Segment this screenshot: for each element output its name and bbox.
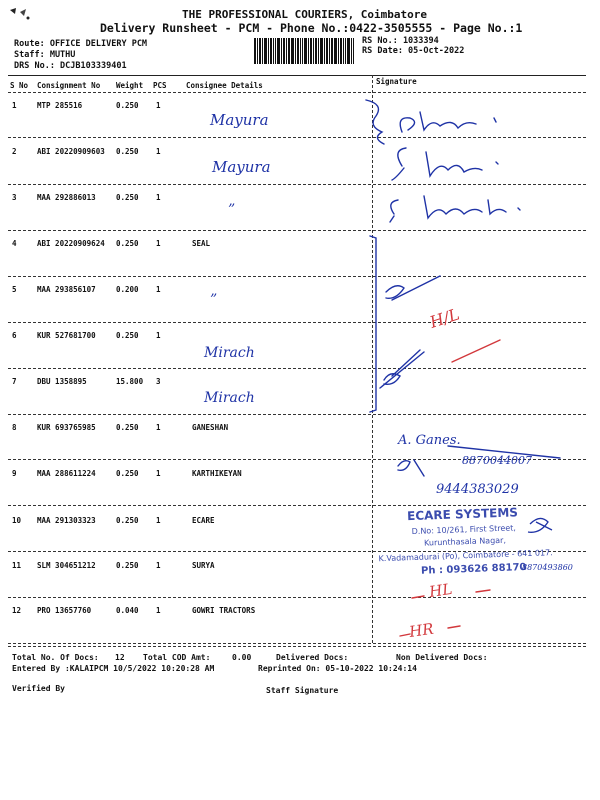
col-header-sno: S No bbox=[10, 81, 29, 90]
signature-bracket bbox=[370, 236, 376, 412]
row-consignment: MAA 288611224 bbox=[37, 469, 96, 478]
row-consignment: MAA 293856107 bbox=[37, 285, 96, 294]
row-pcs: 1 bbox=[156, 239, 161, 248]
stamp-phone: Ph : 093626 88170 bbox=[420, 562, 527, 577]
row-consignment: MAA 291303323 bbox=[37, 516, 96, 525]
row-sno: 6 bbox=[12, 331, 17, 340]
hw-hr-mark: HR bbox=[408, 619, 435, 641]
signature-row2 bbox=[392, 148, 498, 180]
stamp-address-line2: Kurunthasala Nagar, bbox=[423, 535, 507, 548]
row-sno: 8 bbox=[12, 423, 17, 432]
row-weight: 0.250 bbox=[116, 516, 139, 525]
row-consignment: MTP 285516 bbox=[37, 101, 83, 110]
hw-consignee-row1: Mayura bbox=[210, 111, 269, 129]
row-pcs: 1 bbox=[156, 331, 161, 340]
route-label: Route: OFFICE DELIVERY PCM bbox=[14, 39, 148, 49]
row-weight: 0.250 bbox=[116, 561, 139, 570]
total-cod-value: 0.00 bbox=[232, 653, 252, 662]
row-consignment: KUR 693765985 bbox=[37, 423, 96, 432]
row-consignee: SURYA bbox=[192, 561, 215, 570]
signature-row3 bbox=[390, 196, 520, 222]
row-weight: 15.800 bbox=[116, 377, 144, 386]
row-pcs: 1 bbox=[156, 606, 161, 615]
row-weight: 0.250 bbox=[116, 101, 139, 110]
row-consignee: ECARE bbox=[192, 516, 215, 525]
row-sno: 5 bbox=[12, 285, 17, 294]
hw-phone-2: 9444383029 bbox=[436, 482, 519, 497]
row-pcs: 1 bbox=[156, 561, 161, 570]
delivered-docs-label: Delivered Docs: bbox=[276, 653, 349, 662]
row-consignment: SLM 304651212 bbox=[37, 561, 96, 570]
hw-consignee-row3: ” bbox=[228, 202, 236, 218]
total-docs-label: Total No. Of Docs: bbox=[12, 653, 99, 662]
row-sno: 1 bbox=[12, 101, 17, 110]
hw-consignee-row6: Mirach bbox=[204, 345, 255, 361]
row-consignment: ABI 20220909624 bbox=[37, 239, 105, 248]
signature-row6-7 bbox=[380, 350, 424, 388]
col-header-consignee: Consignee Details bbox=[186, 81, 263, 90]
row-sno: 11 bbox=[12, 561, 22, 570]
stamp-address-line1: D.No: 10/261, First Street, bbox=[411, 523, 517, 537]
row-consignment: KUR 527681700 bbox=[37, 331, 96, 340]
row-pcs: 1 bbox=[156, 423, 161, 432]
hw-hl-mark-2: HL bbox=[428, 579, 454, 601]
row-consignment: PRO 13657760 bbox=[37, 606, 92, 615]
row-consignee: GANESHAN bbox=[192, 423, 229, 432]
row-weight: 0.250 bbox=[116, 331, 139, 340]
row-pcs: 1 bbox=[156, 469, 161, 478]
hw-consignee-row2: Mayura bbox=[212, 158, 271, 176]
signature-stroke-row1 bbox=[366, 100, 384, 144]
non-delivered-docs-label: Non Delivered Docs: bbox=[396, 653, 488, 662]
total-cod-label: Total COD Amt: bbox=[143, 653, 211, 662]
row-sno: 4 bbox=[12, 239, 17, 248]
row-weight: 0.040 bbox=[116, 606, 139, 615]
verified-by-label: Verified By bbox=[12, 684, 65, 693]
hw-consignee-row7: Mirach bbox=[204, 390, 255, 406]
row-pcs: 3 bbox=[156, 377, 161, 386]
row-sno: 3 bbox=[12, 193, 17, 202]
row-consignment: ABI 20220909603 bbox=[37, 147, 105, 156]
hw-hl-mark-1: H/L bbox=[427, 304, 462, 332]
row-consignee: GOWRI TRACTORS bbox=[192, 606, 256, 615]
row-pcs: 1 bbox=[156, 516, 161, 525]
rs-number: RS No.: 1033394 bbox=[362, 36, 439, 46]
row-sno: 10 bbox=[12, 516, 22, 525]
hw-name-row8: A. Ganes. bbox=[398, 433, 461, 448]
staff-signature-label: Staff Signature bbox=[266, 686, 339, 695]
hw-phone-1: 8870044007 bbox=[462, 454, 532, 467]
row-sno: 2 bbox=[12, 147, 17, 156]
rs-date: RS Date: 05-Oct-2022 bbox=[362, 46, 465, 56]
stamp-address-line3: K.Vadamadurai (Po), Coimbatore - 641 017. bbox=[378, 548, 553, 564]
row-weight: 0.250 bbox=[116, 193, 139, 202]
row-pcs: 1 bbox=[156, 147, 161, 156]
row-sno: 7 bbox=[12, 377, 17, 386]
hl-line-row6 bbox=[452, 340, 500, 362]
row-pcs: 1 bbox=[156, 101, 161, 110]
staff-label: Staff: MUTHU bbox=[14, 50, 76, 60]
col-header-weight: Weight bbox=[116, 81, 144, 90]
drs-number: DRS No.: DCJB103339401 bbox=[14, 61, 127, 71]
hw-consignee-row5: ” bbox=[210, 292, 218, 308]
row-weight: 0.250 bbox=[116, 423, 139, 432]
row-weight: 0.250 bbox=[116, 469, 139, 478]
row-weight: 0.200 bbox=[116, 285, 139, 294]
row-weight: 0.250 bbox=[116, 239, 139, 248]
row-sno: 12 bbox=[12, 606, 22, 615]
signature-row1 bbox=[400, 112, 496, 132]
row-pcs: 1 bbox=[156, 285, 161, 294]
row-weight: 0.250 bbox=[116, 147, 139, 156]
reprinted-on: Reprinted On: 05-10-2022 10:24:14 bbox=[258, 664, 417, 673]
signature-row5 bbox=[386, 276, 440, 300]
col-header-consignment: Consignment No bbox=[37, 81, 101, 90]
row-consignee: SEAL bbox=[192, 239, 211, 248]
row-consignment: MAA 292886013 bbox=[37, 193, 96, 202]
total-docs-value: 12 bbox=[115, 653, 125, 662]
stamp-company-name: ECARE SYSTEMS bbox=[406, 505, 519, 524]
col-header-signature: Signature bbox=[376, 77, 417, 86]
col-header-pcs: PCS bbox=[153, 81, 167, 90]
row-consignee: KARTHIKEYAN bbox=[192, 469, 242, 478]
company-title: THE PROFESSIONAL COURIERS, Coimbatore bbox=[182, 8, 428, 21]
entered-by: Entered By :KALAIPCM 10/5/2022 10:20:28 AM bbox=[12, 664, 215, 673]
hw-phone-3: 8870493860 bbox=[522, 563, 573, 572]
row-pcs: 1 bbox=[156, 193, 161, 202]
stamp-signature bbox=[528, 518, 552, 532]
row-consignment: DBU 1358895 bbox=[37, 377, 87, 386]
row-sno: 9 bbox=[12, 469, 17, 478]
runsheet-title: Delivery Runsheet - PCM - Phone No.:0422-3505555 - Page No.:1 bbox=[100, 21, 523, 35]
